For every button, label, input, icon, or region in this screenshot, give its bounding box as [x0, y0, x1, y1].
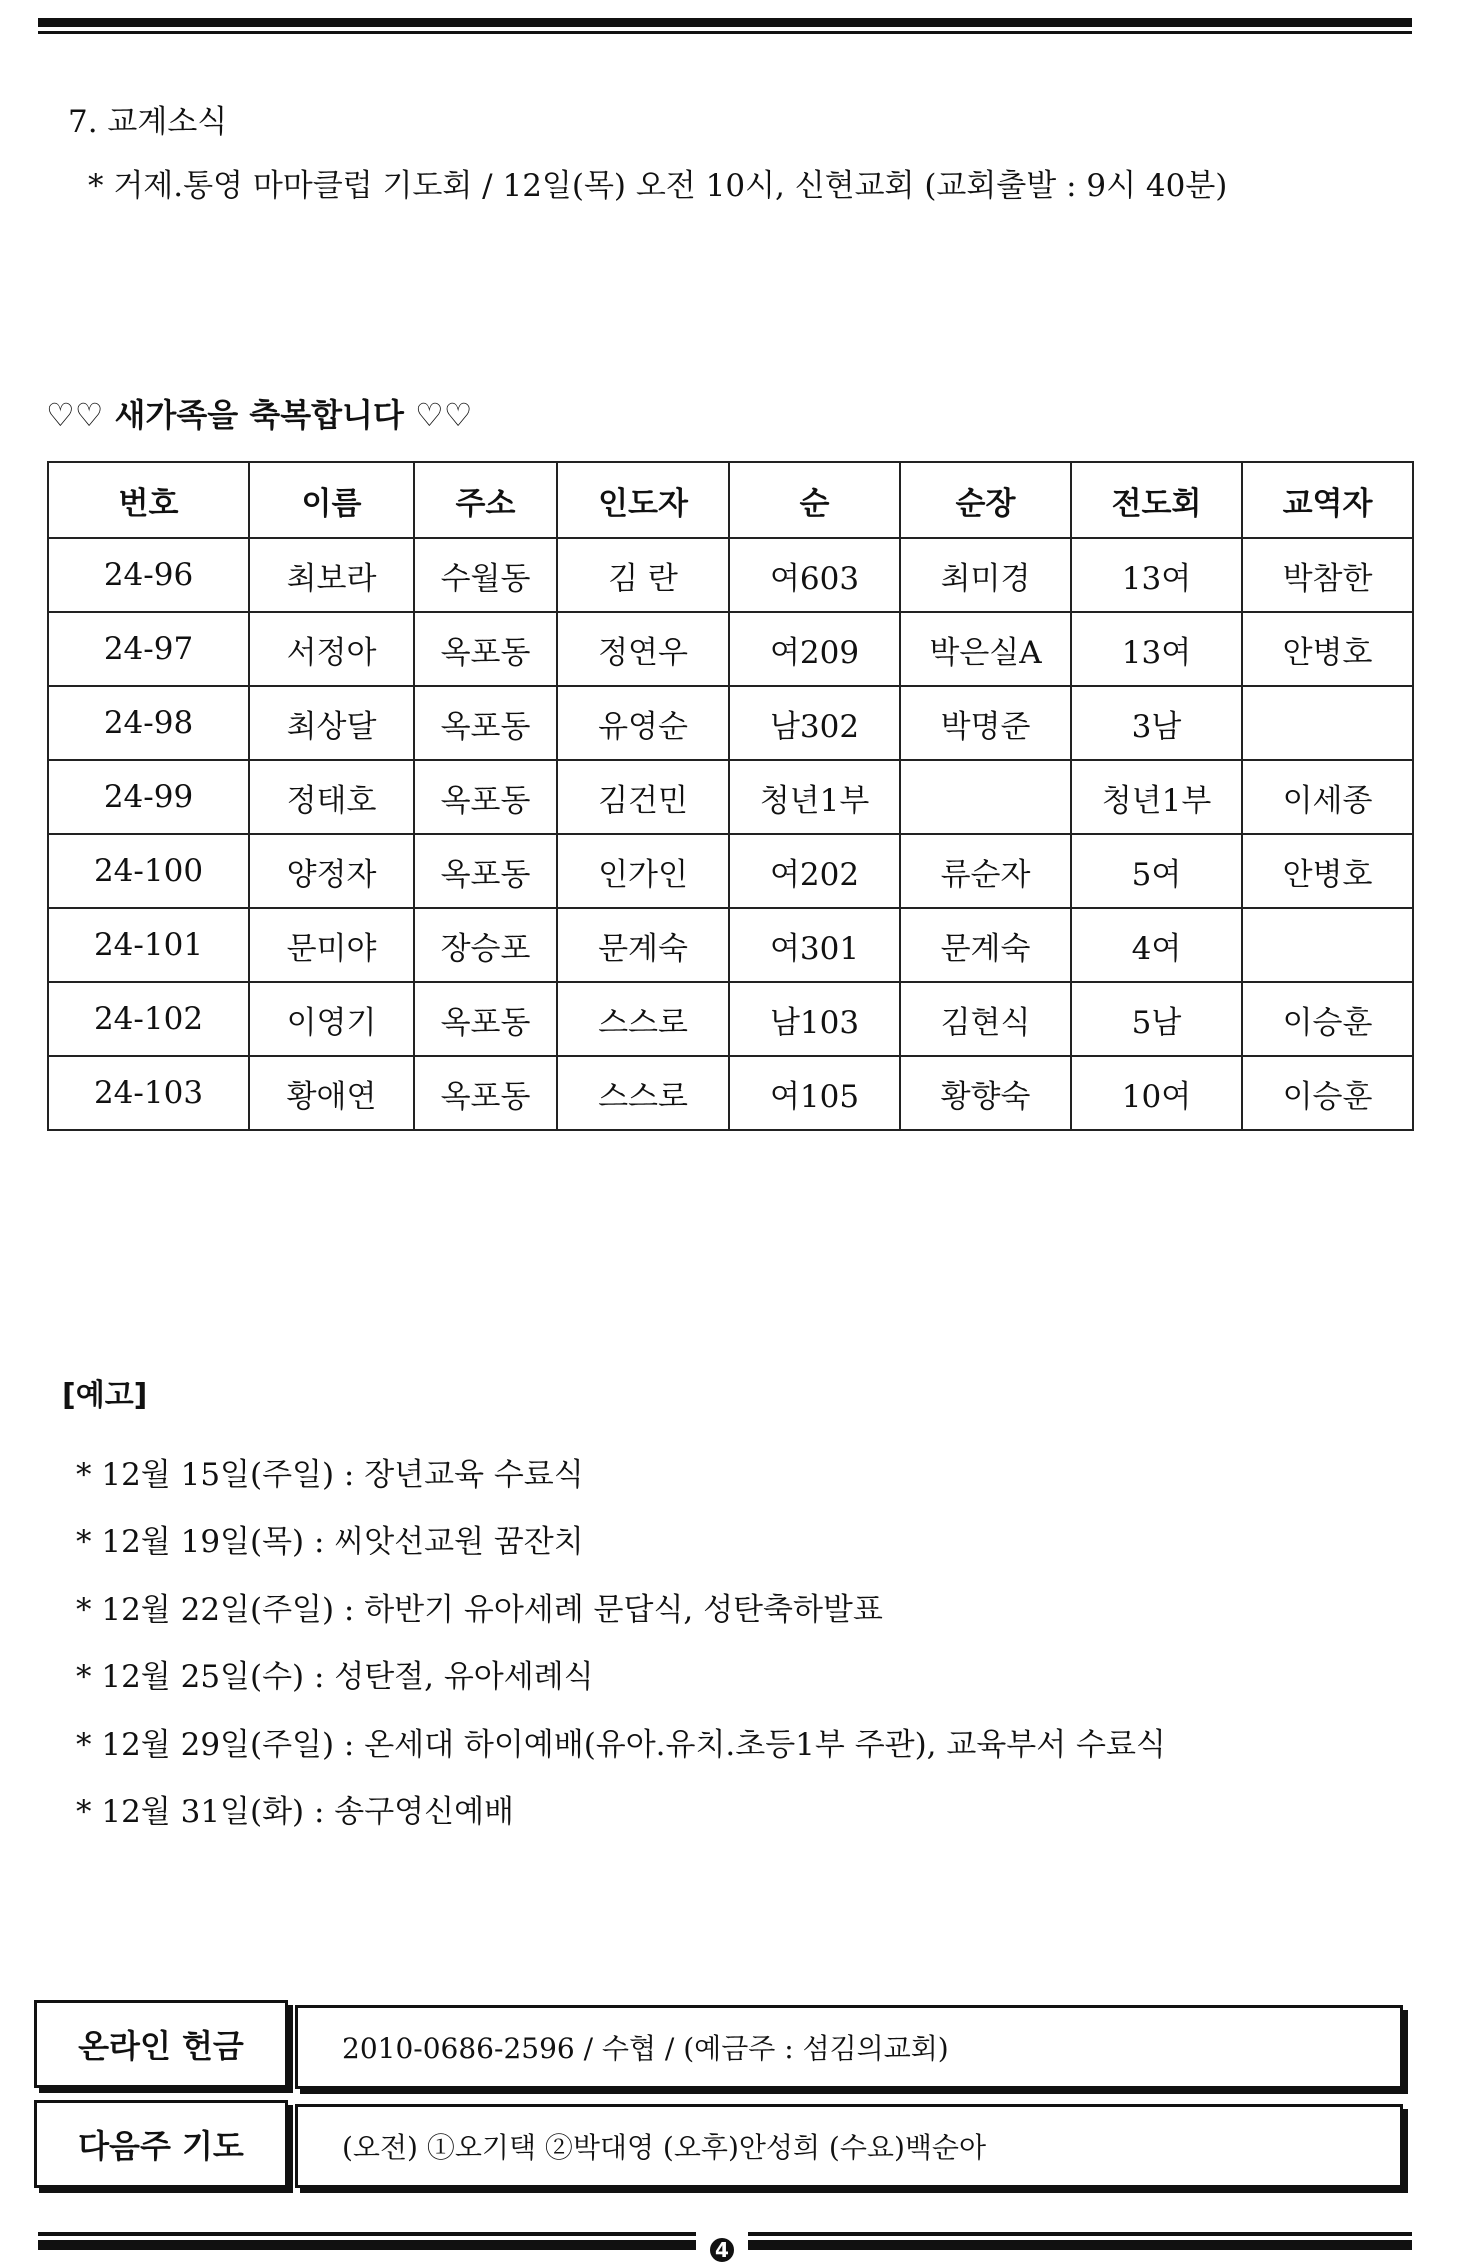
table-cell: 문계숙	[557, 908, 729, 982]
notice-item: * 12월 25일(수) : 성탄절, 유아세례식	[76, 1659, 594, 1695]
col-header-number: 번호	[48, 462, 249, 538]
table-row	[48, 538, 1413, 612]
table-cell: 인가인	[557, 834, 729, 908]
col-header-pastor: 교역자	[1242, 462, 1413, 538]
table-cell: 여603	[729, 538, 900, 612]
table-cell: 정태호	[249, 760, 414, 834]
table-header-row	[48, 462, 1413, 538]
table-cell: 24-97	[48, 612, 249, 686]
online-offering-label: 온라인 헌금	[34, 2000, 288, 2088]
table-cell: 13여	[1071, 538, 1242, 612]
table-cell: 청년1부	[1071, 760, 1242, 834]
table-cell: 24-99	[48, 760, 249, 834]
table-cell: 정연우	[557, 612, 729, 686]
table-cell: 장승포	[414, 908, 557, 982]
notice-item: * 12월 15일(주일) : 장년교육 수료식	[76, 1457, 584, 1493]
table-cell: 옥포동	[414, 760, 557, 834]
table-cell: 24-100	[48, 834, 249, 908]
page-number: 4	[707, 2235, 737, 2265]
table-cell: 안병호	[1242, 834, 1413, 908]
table-cell: 최미경	[900, 538, 1071, 612]
table-cell: 안병호	[1242, 612, 1413, 686]
table-cell: 이승훈	[1242, 982, 1413, 1056]
table-cell: 3남	[1071, 686, 1242, 760]
table-cell: 5여	[1071, 834, 1242, 908]
notice-item: * 12월 29일(주일) : 온세대 하이예배(유아.유치.초등1부 주관), 교육부서 수료식	[76, 1727, 1166, 1763]
online-offering-value: 2010-0686-2596 / 수협 / (예금주 : 섬김의교회)	[295, 2005, 1403, 2089]
table-row	[48, 612, 1413, 686]
table-cell: 황향숙	[900, 1056, 1071, 1130]
table-row	[48, 760, 1413, 834]
notice-item: * 12월 19일(목) : 씨앗선교원 꿈잔치	[76, 1524, 584, 1560]
table-cell: 박은실A	[900, 612, 1071, 686]
table-cell: 박참한	[1242, 538, 1413, 612]
table-cell: 옥포동	[414, 1056, 557, 1130]
table-cell: 남103	[729, 982, 900, 1056]
table-cell: 5남	[1071, 982, 1242, 1056]
table-cell: 13여	[1071, 612, 1242, 686]
table-cell: 옥포동	[414, 982, 557, 1056]
table-cell: 24-102	[48, 982, 249, 1056]
table-cell: 여202	[729, 834, 900, 908]
table-cell: 류순자	[900, 834, 1071, 908]
col-header-address: 주소	[414, 462, 557, 538]
new-family-heading: ♡♡ 새가족을 축복합니다 ♡♡	[46, 396, 473, 434]
table-cell: 최보라	[249, 538, 414, 612]
table-cell: 양정자	[249, 834, 414, 908]
table-cell: 스스로	[557, 982, 729, 1056]
table-cell: 옥포동	[414, 612, 557, 686]
next-week-prayer-label: 다음주 기도	[34, 2100, 288, 2188]
table-cell: 4여	[1071, 908, 1242, 982]
table-cell: 박명준	[900, 686, 1071, 760]
table-row	[48, 982, 1413, 1056]
table-cell: 유영순	[557, 686, 729, 760]
table-cell: 여209	[729, 612, 900, 686]
table-cell: 이승훈	[1242, 1056, 1413, 1130]
col-header-guide: 인도자	[557, 462, 729, 538]
table-cell	[1242, 908, 1413, 982]
table-cell: 문계숙	[900, 908, 1071, 982]
table-cell: 남302	[729, 686, 900, 760]
table-cell: 서정아	[249, 612, 414, 686]
table-cell: 김건민	[557, 760, 729, 834]
table-cell: 여301	[729, 908, 900, 982]
col-header-mission-society: 전도회	[1071, 462, 1242, 538]
table-cell: 24-98	[48, 686, 249, 760]
table-cell: 이영기	[249, 982, 414, 1056]
table-cell: 10여	[1071, 1056, 1242, 1130]
table-row	[48, 834, 1413, 908]
news-item: * 거제.통영 마마클럽 기도회 / 12일(목) 오전 10시, 신현교회 (교회출발 : 9시 40분)	[88, 168, 1228, 204]
table-row	[48, 908, 1413, 982]
table-cell	[900, 760, 1071, 834]
top-rule	[38, 18, 1412, 38]
table-cell	[1242, 686, 1413, 760]
col-header-group: 순	[729, 462, 900, 538]
table-row	[48, 686, 1413, 760]
table-cell: 문미야	[249, 908, 414, 982]
table-row	[48, 1056, 1413, 1130]
table-cell: 옥포동	[414, 834, 557, 908]
table-cell: 김현식	[900, 982, 1071, 1056]
table-cell: 이세종	[1242, 760, 1413, 834]
notice-item: * 12월 22일(주일) : 하반기 유아세례 문답식, 성탄축하발표	[76, 1592, 883, 1628]
col-header-group-leader: 순장	[900, 462, 1071, 538]
notice-heading: [예고]	[62, 1378, 148, 1413]
table-cell: 청년1부	[729, 760, 900, 834]
table-cell: 여105	[729, 1056, 900, 1130]
new-family-table	[47, 461, 1414, 1131]
news-title: 7. 교계소식	[68, 104, 228, 140]
table-cell: 옥포동	[414, 686, 557, 760]
next-week-prayer-value: (오전) ①오기택 ②박대영 (오후)안성희 (수요)백순아	[295, 2104, 1403, 2188]
table-cell: 수월동	[414, 538, 557, 612]
table-cell: 스스로	[557, 1056, 729, 1130]
table-cell: 24-96	[48, 538, 249, 612]
table-cell: 김 란	[557, 538, 729, 612]
col-header-name: 이름	[249, 462, 414, 538]
table-cell: 황애연	[249, 1056, 414, 1130]
table-cell: 최상달	[249, 686, 414, 760]
table-cell: 24-103	[48, 1056, 249, 1130]
notice-item: * 12월 31일(화) : 송구영신예배	[76, 1794, 514, 1830]
table-cell: 24-101	[48, 908, 249, 982]
